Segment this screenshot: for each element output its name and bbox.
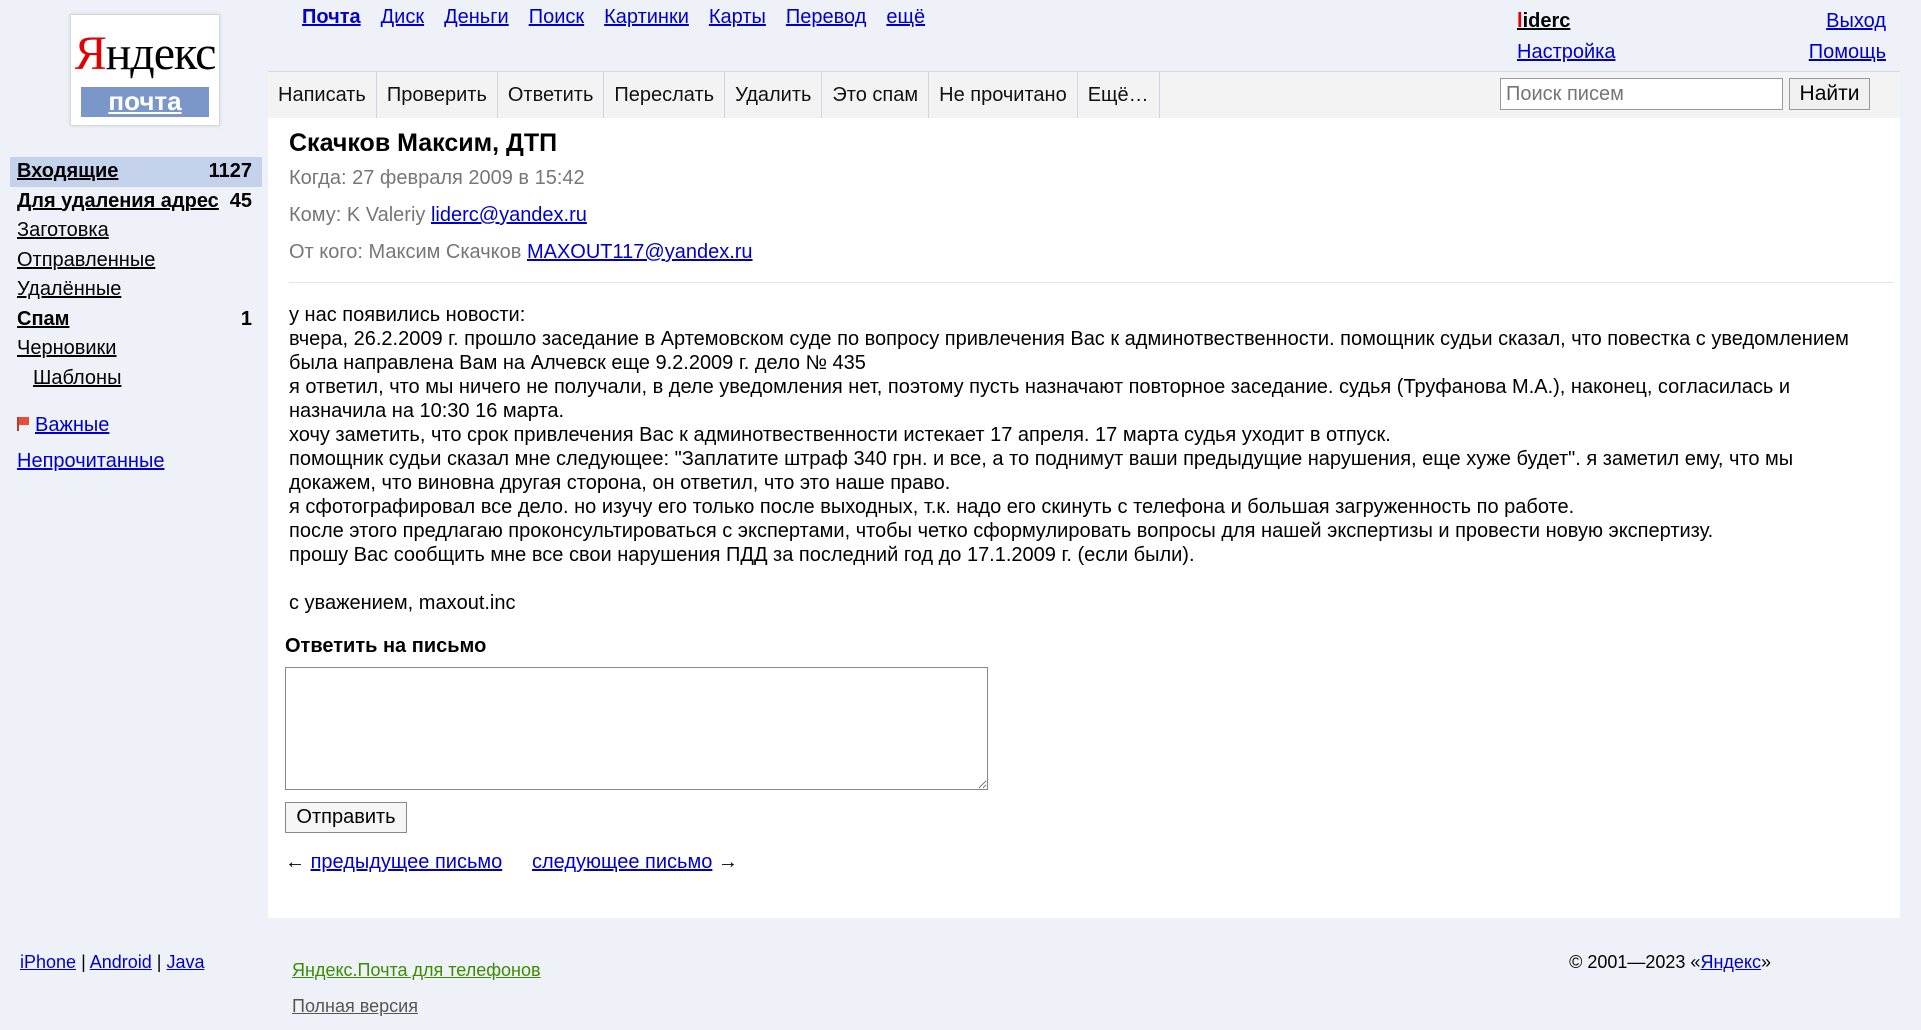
label-important[interactable] [10, 407, 262, 443]
search-input[interactable] [1500, 78, 1783, 110]
label-unread[interactable] [10, 443, 262, 479]
logo-mail-text[interactable]: почта [81, 87, 209, 117]
logo-yandex-text: Яндекс [74, 27, 216, 80]
body-line: у нас появились новости: [289, 304, 526, 326]
folder-count: 1127 [208, 160, 252, 182]
service-money[interactable]: Деньги [444, 6, 509, 28]
next-letter-link[interactable]: следующее письмо [532, 851, 713, 873]
to-email-link[interactable]: liderc@yandex.ru [430, 204, 587, 226]
search-button[interactable]: Найти [1789, 78, 1870, 110]
service-disk[interactable]: Диск [380, 6, 425, 28]
reply-textarea[interactable] [285, 667, 988, 790]
delete-button[interactable]: Удалить [725, 72, 822, 118]
body-line: прошу Вас сообщить мне все свои нарушения ПДД за последний год до 17.1.2009 г. (если были). [289, 544, 1195, 566]
sidebar [10, 157, 262, 479]
folder-label[interactable]: Для удаления адрес [17, 189, 219, 212]
letter-to: Кому: K Valeriy liderc@yandex.ru [289, 204, 587, 226]
next-letter-nav [532, 851, 738, 874]
letter-from: От кого: Максим Скачков MAXOUT117@yandex.ru [289, 241, 753, 263]
yandex-mail-logo[interactable] [70, 14, 220, 126]
toolbar-buttons [268, 72, 1160, 118]
label-text[interactable]: Непрочитанные [17, 450, 165, 472]
folder-count: 1 [240, 307, 252, 330]
body-line: вчера, 26.2.2009 г. прошло заседание в Артемовском суде по вопросу привлечения Вас к админотвественности. помощник судьи сказал, что повестка с уведомлением была направлена Вам на Алчевск еще 9.2.2009 г. дело № 435 [289, 328, 1849, 374]
folder-deleted[interactable] [10, 275, 262, 305]
folder-for-deletion[interactable] [10, 187, 262, 217]
label-text[interactable]: Важные [35, 414, 110, 436]
service-images[interactable]: Картинки [604, 6, 689, 28]
username-link[interactable]: liderc [1517, 10, 1571, 32]
service-search[interactable]: Поиск [528, 6, 585, 28]
service-maps[interactable]: Карты [708, 6, 766, 28]
user-block [1517, 6, 1615, 68]
forward-button[interactable]: Переслать [604, 72, 725, 118]
next-arrow: → [712, 851, 738, 873]
service-more[interactable]: ещё [886, 6, 926, 28]
folder-label[interactable]: Заготовка [17, 219, 109, 241]
java-link[interactable]: Java [166, 952, 205, 972]
prev-letter-nav [285, 851, 502, 874]
body-line: помощник судьи сказал мне следующее: "Заплатите штраф 340 грн. и все, а то поднимут ваши предыдущие нарушения, еще хуже будет". я заметил ему, что мы докажем, что виновна другая сторона, он ответил, что это наше право. [289, 448, 1794, 494]
user-links [1809, 6, 1886, 68]
folder-label[interactable]: Черновики [17, 337, 117, 359]
folder-template-draft[interactable] [10, 216, 262, 246]
prev-arrow: ← [285, 851, 311, 873]
body-line: после этого предлагаю проконсультироваться с экспертами, чтобы четко сформулировать вопросы для нашей экспертизы и провести новую экспертизу. [289, 520, 1714, 542]
folder-label[interactable]: Шаблоны [33, 366, 122, 389]
more-button[interactable]: Ещё… [1078, 72, 1160, 118]
reply-button[interactable]: Ответить [498, 72, 605, 118]
folder-templates[interactable] [10, 364, 262, 394]
logout-link[interactable]: Выход [1826, 10, 1886, 32]
flag-icon [17, 417, 29, 431]
footer-apps: iPhone | Android | Java [20, 952, 205, 972]
services-nav [302, 6, 925, 29]
android-link[interactable]: Android [89, 952, 152, 972]
spam-button[interactable]: Это спам [822, 72, 929, 118]
iphone-link[interactable]: iPhone [20, 952, 77, 972]
letter-body [289, 303, 1869, 615]
reply-title: Ответить на письмо [285, 635, 487, 657]
mobile-version-link[interactable]: Яндекс.Почта для телефонов [292, 960, 541, 980]
folder-label[interactable]: Удалённые [17, 278, 122, 300]
toolbar [268, 71, 1900, 119]
header-divider [289, 282, 1894, 283]
body-line: хочу заметить, что срок привлечения Вас к админотвественности истекает 17 апреля. 17 марта судья уходит в отпуск. [289, 424, 1391, 446]
service-translate[interactable]: Перевод [785, 6, 867, 28]
folder-sent[interactable] [10, 246, 262, 276]
from-email-link[interactable]: MAXOUT117@yandex.ru [526, 241, 753, 263]
full-version-link[interactable]: Полная версия [292, 996, 418, 1016]
footer-copyright: © 2001—2023 «Яндекс» [1569, 952, 1771, 972]
send-button[interactable]: Отправить [285, 802, 407, 833]
footer-versions [292, 952, 541, 1024]
prev-letter-link[interactable]: предыдущее письмо [310, 851, 503, 873]
body-signature: с уважением, maxout.inc [289, 592, 516, 614]
labels-list [10, 407, 262, 479]
settings-link[interactable]: Настройка [1517, 41, 1616, 63]
service-mail[interactable]: Почта [302, 6, 361, 28]
yandex-link[interactable]: Яндекс [1700, 952, 1761, 972]
help-link[interactable]: Помощь [1808, 41, 1886, 63]
folder-label[interactable]: Спам [17, 307, 70, 330]
folder-spam[interactable] [10, 305, 262, 335]
letter-date: Когда: 27 февраля 2009 в 15:42 [289, 167, 585, 189]
letter-view [268, 118, 1900, 918]
folder-label[interactable]: Входящие [17, 160, 119, 182]
compose-button[interactable]: Написать [268, 72, 377, 118]
body-line: я ответил, что мы ничего не получали, в деле уведомления нет, поэтому пусть назначают повторное заседание. судья (Труфанова М.А.), наконец, согласилась и назначила на 10:30 16 марта. [289, 376, 1791, 422]
letter-subject: Скачков Максим, ДТП [289, 129, 558, 157]
folder-count: 45 [229, 189, 252, 212]
body-line: я сфотографировал все дело. но изучу его только после выходных, т.к. надо его скинуть с телефона и большая загруженность по работе. [289, 496, 1575, 518]
folder-label[interactable]: Отправленные [17, 248, 156, 271]
folder-drafts[interactable] [10, 334, 262, 364]
folder-inbox[interactable] [10, 157, 262, 187]
check-mail-button[interactable]: Проверить [377, 72, 498, 118]
mark-unread-button[interactable]: Не прочитано [929, 72, 1078, 118]
body-blank-line [289, 567, 1869, 591]
